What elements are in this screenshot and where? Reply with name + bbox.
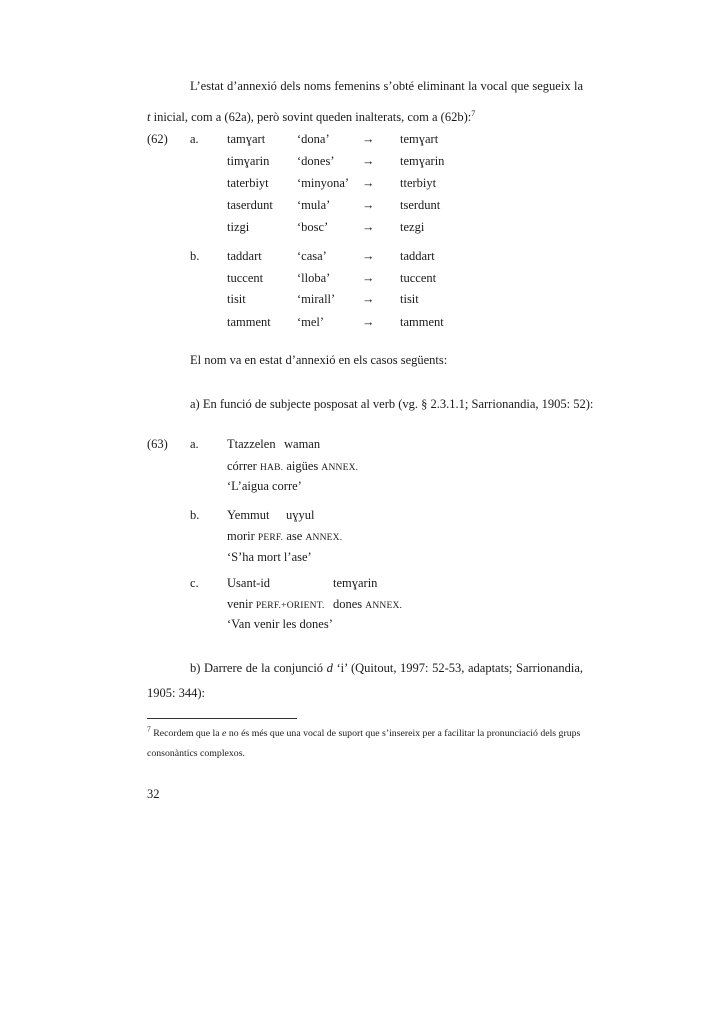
ex62-b2-result: tuccent (400, 271, 437, 285)
ex62-a5-word: tizgi (227, 220, 250, 234)
ex63-number: (63) (147, 437, 168, 451)
ex62-a3-result: tterbiyt (400, 176, 437, 190)
footnote: $^7$ Recordem que la e no és més que una vocal de suport que s’insereix per a facilitar la pronunciació dels grups consonàntics complexos. (147, 724, 581, 759)
ex62-a3-word: taterbiyt (227, 176, 269, 190)
ex63-a-gloss: córrer HAB. aigües ANNEX. (227, 459, 359, 473)
ex62-a5-gloss: ‘bosc’ (297, 220, 329, 234)
ex63-c-label: c. (190, 576, 199, 590)
footnote-rule (147, 718, 297, 719)
ex63-b-translation: ‘S’ha mort l’ase’ (227, 550, 312, 564)
ex62-a2-word: timɣarin (227, 154, 270, 168)
ex62-b2-word: tuccent (227, 271, 264, 285)
ex62-number: (62) (147, 132, 168, 146)
ex63-b-label: b. (190, 508, 200, 522)
ex62-b3-result: tisit (400, 292, 419, 306)
ex62-b4-result: tamment (400, 315, 444, 329)
intro-paragraph: L’estat d’annexió dels noms femenins s’obté eliminant la vocal que segueix la t inicial, com a (62a), però sovint queden inalterats, com a (62b):$^7$ (147, 79, 583, 124)
ex62-b1-word: taddart (227, 249, 262, 263)
ex62-a4-gloss: ‘mula’ (297, 198, 331, 212)
arrow-icon: → (362, 132, 375, 146)
ex63-b-gloss: morir PERF. ase ANNEX. (227, 529, 343, 543)
ex63-a-word2: waman (284, 437, 321, 451)
case-b-paragraph: b) Darrere de la conjunció d ‘i’ (Quitout, 1997: 52-53, adaptats; Sarrionandia, 1905: 344): (147, 661, 583, 700)
ex62-a-label: a. (190, 132, 199, 146)
ex62-b3-word: tisit (227, 292, 246, 306)
ex62-b3-gloss: ‘mirall’ (297, 292, 336, 306)
conjunction-d-letter: d (326, 661, 333, 675)
ex62-b1-result: taddart (400, 249, 435, 263)
arrow-icon: → (362, 198, 375, 212)
ex63-c-gloss1: venir PERF.+ORIENT. (227, 597, 325, 611)
footnote-number: 7 (147, 724, 151, 734)
ex62-a1-gloss: ‘dona’ (297, 132, 330, 146)
ex62-b4-gloss: ‘mel’ (297, 315, 325, 329)
ex63-a-translation: ‘L’aigua corre’ (227, 479, 302, 493)
arrow-icon: → (362, 249, 375, 263)
arrow-icon: → (362, 176, 375, 190)
case-a-heading: a) En funció de subjecte posposat al verb (vg. § 2.3.1.1; Sarrionandia, 1905: 52): (190, 397, 594, 411)
ex62-a2-gloss: ‘dones’ (297, 154, 335, 168)
cases-intro-line: El nom va en estat d’annexió en els casos següents: (190, 353, 448, 367)
ex63-b-word2: uɣyul (286, 508, 315, 522)
ex62-b2-gloss: ‘lloba’ (297, 271, 331, 285)
ex62-a1-result: temɣart (400, 132, 439, 146)
ex63-c-translation: ‘Van venir les dones’ (227, 617, 333, 631)
ex63-a-label: a. (190, 437, 199, 451)
ex62-a4-result: tserdunt (400, 198, 441, 212)
ex63-c-word2: temɣarin (333, 576, 378, 590)
arrow-icon: → (362, 154, 375, 168)
ex63-a-word1: Ttazzelen (227, 437, 276, 451)
ex63-b-word1: Yemmut (227, 508, 270, 522)
page-number: 32 (147, 787, 160, 801)
ex62-a5-result: tezgi (400, 220, 425, 234)
footnote-e-letter: e (222, 728, 227, 739)
arrow-icon: → (362, 315, 375, 329)
ex63-c-word1: Usant-id (227, 576, 271, 590)
arrow-icon: → (362, 271, 375, 285)
footnote-ref: 7 (471, 108, 476, 118)
arrow-icon: → (362, 292, 375, 306)
ex62-a2-result: temɣarin (400, 154, 445, 168)
ex62-b1-gloss: ‘casa’ (297, 249, 327, 263)
ex63-c-gloss2: dones ANNEX. (333, 597, 403, 611)
intro-t-letter: t (147, 110, 151, 124)
ex62-b-label: b. (190, 249, 200, 263)
ex62-a3-gloss: ‘minyona’ (297, 176, 350, 190)
ex62-a4-word: taserdunt (227, 198, 273, 212)
arrow-icon: → (362, 220, 375, 234)
ex62-a1-word: tamɣart (227, 132, 266, 146)
ex62-b4-word: tamment (227, 315, 271, 329)
